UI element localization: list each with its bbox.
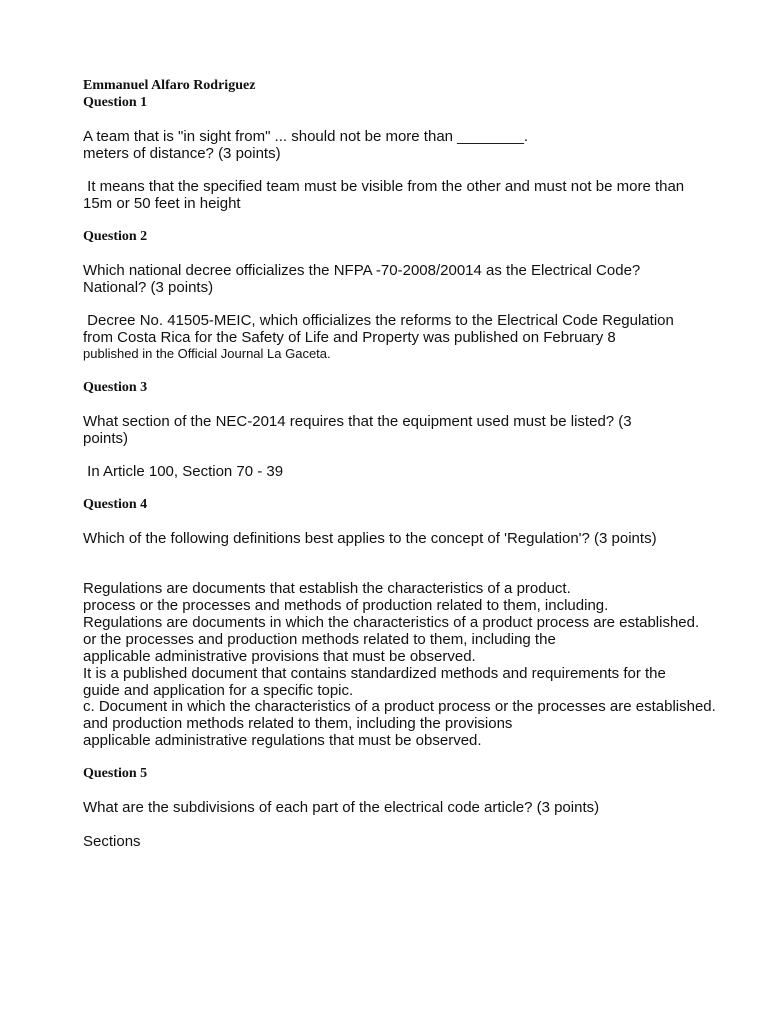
question-2-prompt-line: National? (3 points) — [83, 279, 214, 296]
question-1-heading: Question 1 — [83, 95, 148, 110]
question-4-heading: Question 4 — [83, 497, 148, 512]
question-3-prompt-line: What section of the NEC-2014 requires that the equipment used must be listed? (3 — [83, 413, 632, 430]
author-name: Emmanuel Alfaro Rodriguez — [83, 78, 256, 93]
question-2-answer-line: from Costa Rica for the Safety of Life and Property was published on February 8 — [83, 329, 616, 346]
question-1-answer-line: 15m or 50 feet in height — [83, 195, 241, 212]
question-4-answer-line: or the processes and production methods related to them, including the — [83, 631, 556, 648]
question-5-answer-line: Sections — [83, 833, 141, 850]
question-1-prompt-line: A team that is "in sight from" ... should not be more than ________. — [83, 128, 529, 145]
question-3-heading: Question 3 — [83, 380, 148, 395]
question-4-answer-line: applicable administrative provisions that must be observed. — [83, 648, 476, 665]
question-2-answer-line: Decree No. 41505-MEIC, which officializes the reforms to the Electrical Code Regulation — [83, 312, 674, 329]
question-2-heading: Question 2 — [83, 229, 148, 244]
question-1-answer-line: It means that the specified team must be visible from the other and must not be more than — [83, 178, 685, 195]
question-4-answer-line: It is a published document that contains standardized methods and requirements for the — [83, 665, 666, 682]
question-4-answer-line: guide and application for a specific topic. — [83, 682, 354, 699]
question-2-answer-line: published in the Official Journal La Gaceta. — [83, 346, 331, 361]
question-4-answer-line: applicable administrative regulations that must be observed. — [83, 732, 482, 749]
question-3-answer-line: In Article 100, Section 70 - 39 — [83, 463, 284, 480]
question-1-prompt-line: meters of distance? (3 points) — [83, 145, 281, 162]
question-4-answer-line: and production methods related to them, including the provisions — [83, 715, 513, 732]
question-4-answer-line: Regulations are documents in which the characteristics of a product process are established. — [83, 614, 700, 631]
question-5-heading: Question 5 — [83, 766, 148, 781]
question-5-prompt-line: What are the subdivisions of each part of the electrical code article? (3 points) — [83, 799, 600, 816]
question-4-answer-line: process or the processes and methods of production related to them, including. — [83, 597, 609, 614]
question-4-answer-line: Regulations are documents that establish the characteristics of a product. — [83, 580, 571, 597]
question-4-answer-line: c. Document in which the characteristics of a product process or the processes are established. — [83, 698, 716, 715]
question-3-prompt-line: points) — [83, 430, 129, 447]
question-2-prompt-line: Which national decree officializes the NFPA -70-2008/20014 as the Electrical Code? — [83, 262, 641, 279]
question-4-prompt-line: Which of the following definitions best applies to the concept of 'Regulation'? (3 points) — [83, 530, 657, 547]
